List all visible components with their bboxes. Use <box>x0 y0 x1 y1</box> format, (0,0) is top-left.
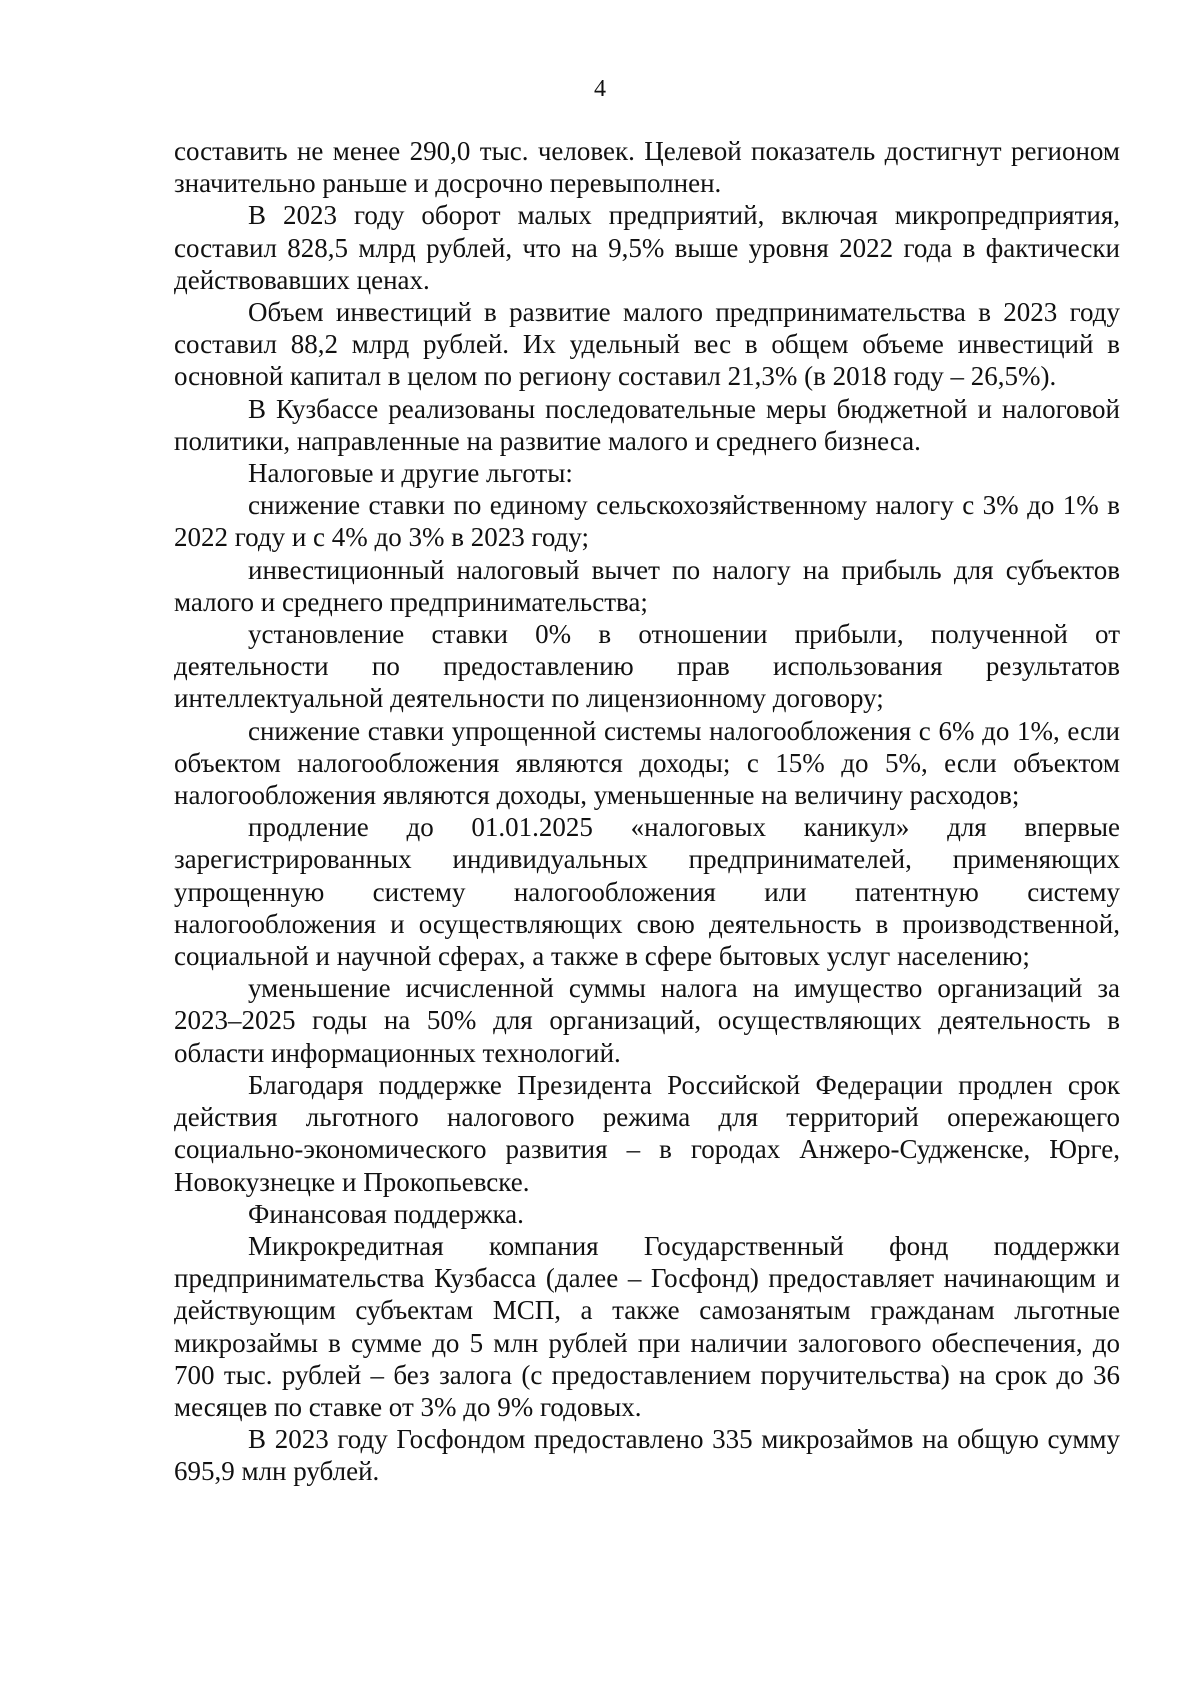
paragraph-policy-measures: В Кузбассе реализованы последовательные меры бюджетной и налоговой политики, направленные на развитие малого и среднего бизнеса. <box>174 393 1120 456</box>
paragraph-microloans-2023: В 2023 году Госфондом предоставлено 335 микрозаймов на общую сумму 695,9 млн рублей. <box>174 1424 1120 1487</box>
document-body <box>174 135 1120 1488</box>
paragraph-simplified-tax: снижение ставки упрощенной системы налогообложения с 6% до 1%, если объектом налогообложения являются доходы; с 15% до 5%, если объектом налогообложения являются доходы, уменьшенные на величину расходов; <box>174 715 1120 811</box>
paragraph-financial-support-heading: Финансовая поддержка. <box>248 1198 524 1229</box>
paragraph-zero-rate: установление ставки 0% в отношении прибыли, полученной от деятельности по предоставлению прав использования результатов интеллектуальной деятельности по лицензионному договору; <box>174 619 1120 714</box>
paragraph-continuation: составить не менее 290,0 тыс. человек. Целевой показатель достигнут регионом значительно раньше и досрочно перевыполнен. <box>174 136 1120 199</box>
paragraph-property-tax: уменьшение исчисленной суммы налога на имущество организаций за 2023–2025 годы на 50% для организаций, осуществляющих деятельность в области информационных технологий. <box>174 973 1120 1068</box>
paragraph-turnover: В 2023 году оборот малых предприятий, включая микропредприятия, составил 828,5 млрд рублей, что на 9,5% выше уровня 2022 года в фактически действовавших ценах. <box>174 200 1120 295</box>
paragraph-microloans: Микрокредитная компания Государственный фонд поддержки предпринимательства Кузбасса (далее – Госфонд) предоставляет начинающим и действующим субъектам МСП, а также самозанятым гражданам льготные микрозаймы в сумме до 5 млн рублей при наличии залогового обеспечения, до 700 тыс. рублей – без залога (с предоставлением поручительства) на срок до 36 месяцев по ставке от 3% до 9% годовых. <box>174 1230 1120 1422</box>
paragraph-tax-benefits-heading: Налоговые и другие льготы: <box>248 458 573 489</box>
page-number: 4 <box>594 76 606 102</box>
paragraph-tor-regime: Благодаря поддержке Президента Российской Федерации продлен срок действия льготного налогового режима для территорий опережающего социально-экономического развития – в городах Анжеро-Судженске, Юрге, Новокузнецке и Прокопьевске. <box>174 1069 1120 1197</box>
paragraph-tax-holidays: продление до 01.01.2025 «налоговых каникул» для впервые зарегистрированных индивидуальных предпринимателей, применяющих упрощенную систему налогообложения или патентную систему налогообложения и осуществляющих свою деятельность в производственной, социальной и научной сферах, а также в сфере бытовых услуг населению; <box>174 812 1120 972</box>
paragraph-investment: Объем инвестиций в развитие малого предпринимательства в 2023 году составил 88,2 млрд рублей. Их удельный вес в общем объеме инвестиций в основной капитал в целом по региону составил 21,3% (в 2018 году – 26,5%). <box>174 297 1120 392</box>
paragraph-investment-deduction: инвестиционный налоговый вычет по налогу на прибыль для субъектов малого и среднего предпринимательства; <box>174 554 1120 617</box>
paragraph-agricultural-tax: снижение ставки по единому сельскохозяйственному налогу с 3% до 1% в 2022 году и с 4% до 3% в 2023 году; <box>174 490 1120 553</box>
